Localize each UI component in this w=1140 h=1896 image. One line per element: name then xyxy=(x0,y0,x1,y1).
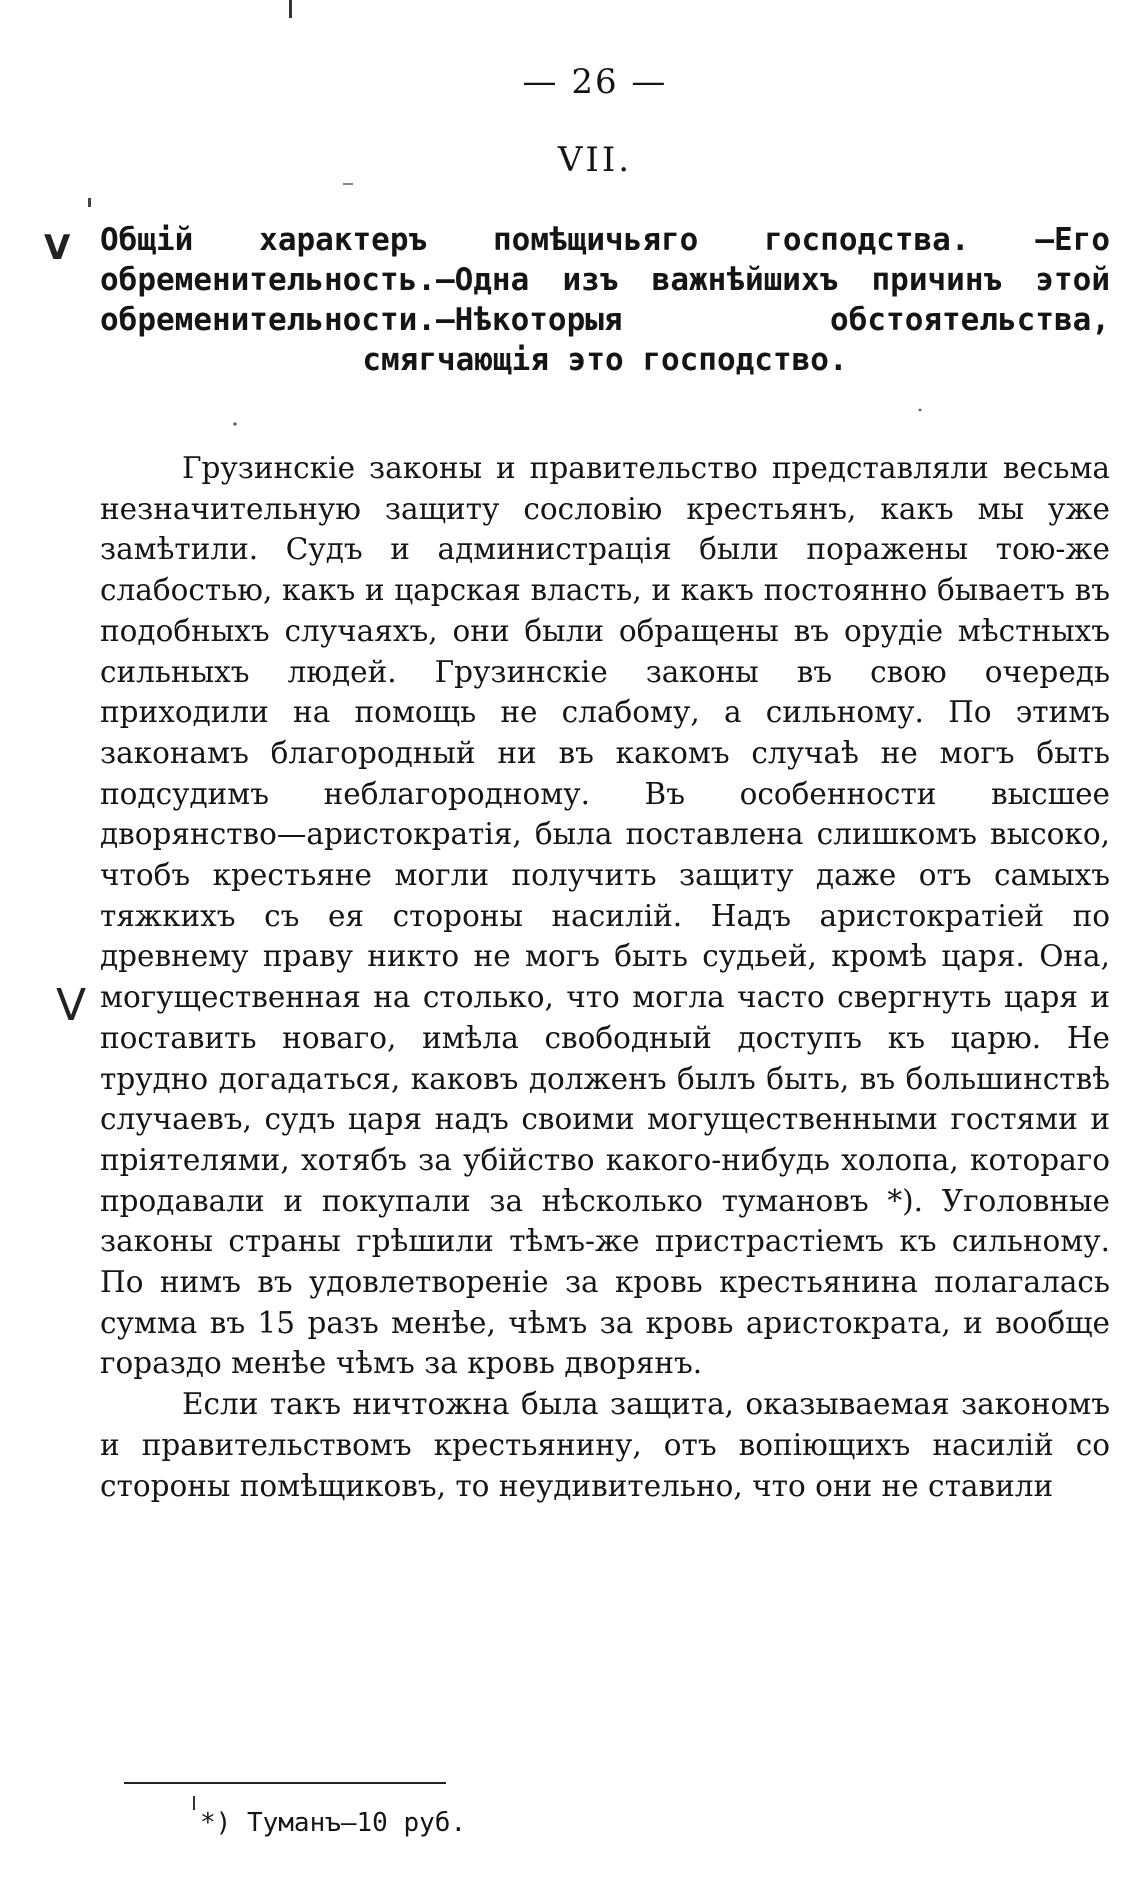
margin-check-mark: V xyxy=(44,228,71,268)
margin-check-mark-2: V xyxy=(56,980,87,1031)
footnote-divider xyxy=(124,1782,446,1784)
page-number: — 26 — xyxy=(522,62,668,102)
chapter-heading: Общій характеръ помѣщичьяго господства. —Его обременительность.—Одна изъ важнѣйшихъ причинъ этой обременительности.—Нѣкоторыя обстоятельства, смягчающія это господство. xyxy=(100,222,1110,378)
body-text xyxy=(100,448,1110,1506)
paragraph-2: Если такъ ничтожна была защита, оказываемая закономъ и правительствомъ крестьянину, отъ вопіющихъ насилій со стороны помѣщиковъ, то неудивительно, что они не ставили xyxy=(100,1387,1110,1503)
chapter-number: VII. xyxy=(557,140,633,180)
paragraph-1: Грузинскіе законы и правительство представляли весьма незначительную защиту сословію крестьянъ, какъ мы уже замѣтили. Судъ и администрація были поражены тою-же слабостью, какъ и царская власть, и какъ постоянно бываетъ въ подобныхъ случаяхъ, они были обращены въ орудіе мѣстныхъ сильныхъ людей. Грузинскіе законы въ свою очередь приходили на помощь не слабому, а сильному. По этимъ законамъ благородный ни въ какомъ случаѣ не могъ быть подсудимъ неблагородному. Въ особенности высшее дворянство—аристократія, была поставлена слишкомъ высоко, чтобъ крестьяне могли получить защиту даже отъ самыхъ тяжкихъ съ ея стороны насилій. Надъ аристократіей по древнему праву никто не могъ быть судьей, кромѣ царя. Она, могущественная на столько, что могла часто свергнуть царя и поставить новаго, имѣла свободный доступъ къ царю. Не трудно догадаться, каковъ долженъ былъ быть, въ большинствѣ случаевъ, судъ царя надъ своими могущественными гостями и пріятелями, хотябъ за убійство какого-нибудь холопа, котораго продавали и покупали за нѣсколько тумановъ *). Уголовные законы страны грѣшили тѣмъ-же пристрастіемъ къ сильному. По нимъ въ удовлетвореніе за кровь крестьянина полагалась сумма въ 15 разъ менѣе, чѣмъ за кровь аристократа, и вообще гораздо менѣе чѣмъ за кровь дворянъ. xyxy=(100,451,1110,1381)
footnote: *) Туманъ—10 руб. xyxy=(200,1808,467,1838)
